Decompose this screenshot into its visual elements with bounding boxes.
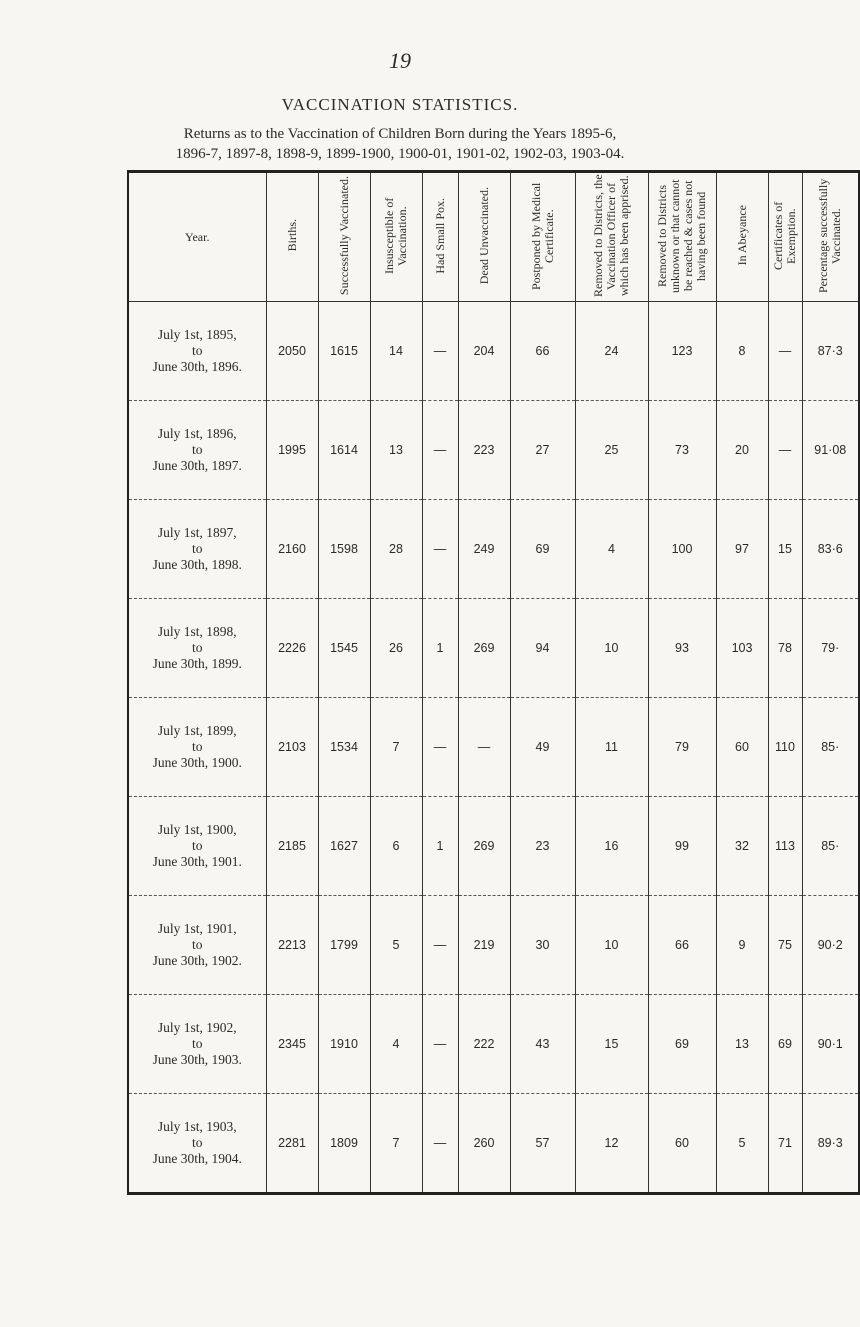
year-cell xyxy=(128,401,266,500)
table-cell: 2050 xyxy=(266,302,318,401)
table-cell: 110 xyxy=(768,698,802,797)
table-cell: 1598 xyxy=(318,500,370,599)
year-line: to xyxy=(191,739,203,754)
table-cell: 1534 xyxy=(318,698,370,797)
table-cell: 97 xyxy=(716,500,768,599)
year-cell xyxy=(128,797,266,896)
year-line: to xyxy=(191,343,203,358)
year-line: June 30th, 1902. xyxy=(152,953,242,968)
year-line: July 1st, 1901, xyxy=(157,921,237,936)
column-header-label: Percentage successfully Vaccinated. xyxy=(816,178,844,293)
table-cell: 85· xyxy=(802,698,859,797)
table-row xyxy=(128,599,859,698)
table-cell: 1627 xyxy=(318,797,370,896)
table-cell: 10 xyxy=(575,896,648,995)
year-line: to xyxy=(191,1036,203,1051)
year-cell xyxy=(128,599,266,698)
year-line: to xyxy=(191,838,203,853)
column-header-5 xyxy=(458,172,510,302)
column-header-label: Births. xyxy=(284,219,299,252)
year-cell xyxy=(128,995,266,1094)
table-cell: 79· xyxy=(802,599,859,698)
table-cell: 78 xyxy=(768,599,802,698)
column-header-year: Year. xyxy=(128,172,266,302)
year-line: June 30th, 1901. xyxy=(152,854,242,869)
table-cell: 6 xyxy=(370,797,422,896)
column-header-4 xyxy=(422,172,458,302)
subtitle-line-1: Returns as to the Vaccination of Children Born during the Years 1895-6, xyxy=(183,126,617,142)
year-line: July 1st, 1899, xyxy=(157,723,237,738)
table-cell: 75 xyxy=(768,896,802,995)
year-line: June 30th, 1903. xyxy=(152,1052,242,1067)
table-cell: 2213 xyxy=(266,896,318,995)
table-cell: 5 xyxy=(370,896,422,995)
column-header-label: In Abeyance xyxy=(734,205,749,266)
year-line: July 1st, 1902, xyxy=(157,1020,237,1035)
table-cell: 9 xyxy=(716,896,768,995)
table-cell: 12 xyxy=(575,1094,648,1194)
year-cell xyxy=(128,500,266,599)
column-header-label: Postponed by Medical Certificate. xyxy=(528,181,556,290)
table-cell: 73 xyxy=(648,401,716,500)
column-header-label: Certificates of Exemption. xyxy=(771,201,798,270)
table-cell: 103 xyxy=(716,599,768,698)
column-header-3 xyxy=(370,172,422,302)
table-cell: 204 xyxy=(458,302,510,401)
table-cell: 13 xyxy=(716,995,768,1094)
table-cell: 71 xyxy=(768,1094,802,1194)
column-header-label: Successfully Vaccinated. xyxy=(336,175,351,296)
table-row xyxy=(128,896,859,995)
table-cell: 66 xyxy=(648,896,716,995)
table-cell: 1910 xyxy=(318,995,370,1094)
table-cell: — xyxy=(458,698,510,797)
table-cell: — xyxy=(422,896,458,995)
year-line: July 1st, 1897, xyxy=(157,525,237,540)
vaccination-statistics-table xyxy=(127,170,860,1195)
table-cell: 11 xyxy=(575,698,648,797)
table-cell: 2160 xyxy=(266,500,318,599)
column-header-1 xyxy=(266,172,318,302)
year-line: July 1st, 1900, xyxy=(157,822,237,837)
table-cell: 1995 xyxy=(266,401,318,500)
column-header-6 xyxy=(510,172,575,302)
table-cell: 4 xyxy=(370,995,422,1094)
year-line: June 30th, 1899. xyxy=(152,656,242,671)
column-header-label: Had Small Pox. xyxy=(432,197,447,274)
table-cell: 30 xyxy=(510,896,575,995)
column-header-11 xyxy=(802,172,859,302)
year-line: June 30th, 1896. xyxy=(152,359,242,374)
year-line: July 1st, 1903, xyxy=(157,1119,237,1134)
table-cell: 2226 xyxy=(266,599,318,698)
table-cell: 13 xyxy=(370,401,422,500)
table-cell: 69 xyxy=(648,995,716,1094)
table-cell: 66 xyxy=(510,302,575,401)
table-cell: — xyxy=(422,302,458,401)
table-cell: 24 xyxy=(575,302,648,401)
table-cell: 89·3 xyxy=(802,1094,859,1194)
table-cell: 94 xyxy=(510,599,575,698)
table-cell: 5 xyxy=(716,1094,768,1194)
year-cell xyxy=(128,698,266,797)
table-cell: 1799 xyxy=(318,896,370,995)
table-row xyxy=(128,401,859,500)
table-cell: — xyxy=(422,698,458,797)
table-cell: 7 xyxy=(370,698,422,797)
column-header-9 xyxy=(716,172,768,302)
year-line: July 1st, 1896, xyxy=(157,426,237,441)
column-header-label: Dead Unvaccinated. xyxy=(476,186,491,285)
column-header-label: Removed to Districts, the Vaccination Officer of which has been apprised. xyxy=(591,174,631,297)
table-cell: 1 xyxy=(422,797,458,896)
table-cell: 1 xyxy=(422,599,458,698)
table-cell: 249 xyxy=(458,500,510,599)
table-cell: 4 xyxy=(575,500,648,599)
table-cell: 79 xyxy=(648,698,716,797)
year-line: to xyxy=(191,640,203,655)
table-cell: 15 xyxy=(768,500,802,599)
table-cell: 7 xyxy=(370,1094,422,1194)
table-row xyxy=(128,302,859,401)
column-header-10 xyxy=(768,172,802,302)
year-cell xyxy=(128,896,266,995)
table-header-row xyxy=(128,172,859,302)
year-line: June 30th, 1897. xyxy=(152,458,242,473)
subtitle-line-2: 1896-7, 1897-8, 1898-9, 1899-1900, 1900-01, 1901-02, 1902-03, 1903-04. xyxy=(175,146,625,162)
table-cell: 28 xyxy=(370,500,422,599)
table-cell: 260 xyxy=(458,1094,510,1194)
table-cell: 43 xyxy=(510,995,575,1094)
table-cell: 25 xyxy=(575,401,648,500)
table-cell: 15 xyxy=(575,995,648,1094)
table-cell: 2281 xyxy=(266,1094,318,1194)
year-line: July 1st, 1895, xyxy=(157,327,237,342)
table-cell: 60 xyxy=(716,698,768,797)
table-cell: 83·6 xyxy=(802,500,859,599)
table-cell: 69 xyxy=(768,995,802,1094)
table-cell: 100 xyxy=(648,500,716,599)
table-cell: 219 xyxy=(458,896,510,995)
table-cell: 99 xyxy=(648,797,716,896)
year-cell xyxy=(128,1094,266,1194)
table-cell: — xyxy=(422,500,458,599)
column-header-7 xyxy=(575,172,648,302)
table-body xyxy=(128,302,859,1194)
table-cell: 90·2 xyxy=(802,896,859,995)
page-number: 19 xyxy=(389,48,411,73)
table-cell: 57 xyxy=(510,1094,575,1194)
table-cell: 269 xyxy=(458,797,510,896)
table-cell: — xyxy=(422,401,458,500)
table-cell: 27 xyxy=(510,401,575,500)
table-cell: 2345 xyxy=(266,995,318,1094)
table-cell: 113 xyxy=(768,797,802,896)
table-cell: — xyxy=(768,302,802,401)
column-header-2 xyxy=(318,172,370,302)
page-title: VACCINATION STATISTICS. xyxy=(281,95,519,114)
table-cell: 20 xyxy=(716,401,768,500)
table-cell: 10 xyxy=(575,599,648,698)
table-cell: 2103 xyxy=(266,698,318,797)
year-line: June 30th, 1904. xyxy=(152,1151,242,1166)
table-cell: — xyxy=(422,1094,458,1194)
table-cell: 91·08 xyxy=(802,401,859,500)
table-cell: 16 xyxy=(575,797,648,896)
table-cell: 49 xyxy=(510,698,575,797)
table-cell: 1545 xyxy=(318,599,370,698)
table-cell: 1615 xyxy=(318,302,370,401)
table-row xyxy=(128,1094,859,1194)
table-cell: — xyxy=(768,401,802,500)
year-line: to xyxy=(191,442,203,457)
year-cell xyxy=(128,302,266,401)
column-header-8 xyxy=(648,172,716,302)
year-line: to xyxy=(191,937,203,952)
year-line: July 1st, 1898, xyxy=(157,624,237,639)
table-cell: 85· xyxy=(802,797,859,896)
table-cell: 60 xyxy=(648,1094,716,1194)
table-cell: 23 xyxy=(510,797,575,896)
table-cell: 2185 xyxy=(266,797,318,896)
table-cell: 123 xyxy=(648,302,716,401)
table-cell: 223 xyxy=(458,401,510,500)
table-row xyxy=(128,500,859,599)
year-line: June 30th, 1900. xyxy=(152,755,242,770)
table-cell: 69 xyxy=(510,500,575,599)
year-line: June 30th, 1898. xyxy=(152,557,242,572)
table-cell: 90·1 xyxy=(802,995,859,1094)
year-line: to xyxy=(191,541,203,556)
table-row xyxy=(128,797,859,896)
table-cell: 1809 xyxy=(318,1094,370,1194)
table-cell: 222 xyxy=(458,995,510,1094)
table-row xyxy=(128,698,859,797)
table-cell: — xyxy=(422,995,458,1094)
column-header-label: Insusceptible of Vaccination. xyxy=(382,197,409,274)
column-header-label: Removed to Districts unknown or that cannot be reached & cases not having been found xyxy=(655,178,708,293)
table-cell: 87·3 xyxy=(802,302,859,401)
table-cell: 32 xyxy=(716,797,768,896)
table-cell: 8 xyxy=(716,302,768,401)
table-cell: 269 xyxy=(458,599,510,698)
table-cell: 14 xyxy=(370,302,422,401)
page-subtitle xyxy=(0,124,800,164)
year-line: to xyxy=(191,1135,203,1150)
table-cell: 26 xyxy=(370,599,422,698)
table-cell: 1614 xyxy=(318,401,370,500)
table-row xyxy=(128,995,859,1094)
table-cell: 93 xyxy=(648,599,716,698)
